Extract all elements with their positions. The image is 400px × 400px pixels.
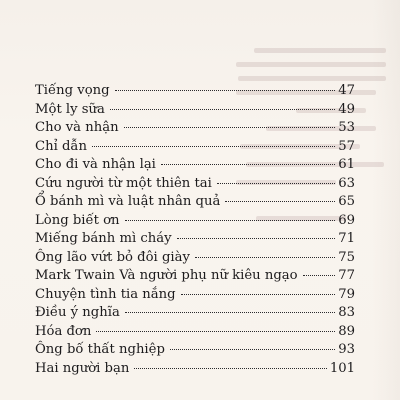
toc-entry-title: Ổ bánh mì và luật nhân quả [35, 194, 221, 209]
toc-entry [35, 156, 355, 175]
dot-leader [92, 146, 335, 147]
toc-entry [35, 101, 355, 120]
dot-leader [181, 294, 336, 295]
toc-entry-title: Hai người bạn [35, 360, 130, 376]
dot-leader [134, 368, 326, 369]
toc-entry [35, 193, 355, 212]
toc-entry-title: Mark Twain Và người phụ nữ kiêu ngạo [35, 268, 298, 283]
toc-entry-page-number: 61 [338, 157, 355, 172]
toc-entry-title: Tiếng vọng [35, 83, 110, 98]
dot-leader [124, 127, 336, 128]
toc-entry [35, 323, 355, 342]
toc-entry-page-number: 65 [338, 194, 355, 209]
toc-entry-page-number: 53 [338, 120, 355, 135]
toc-entry-title: Hóa đơn [35, 323, 92, 339]
toc-entry-page-number: 63 [338, 175, 355, 191]
toc-entry-page-number: 71 [338, 231, 355, 246]
toc-entry-page-number: 83 [338, 305, 355, 320]
toc-entry [35, 230, 355, 249]
toc-entry-page-number: 69 [338, 212, 355, 228]
toc-entry [35, 249, 355, 268]
toc-entry-page-number: 57 [338, 138, 355, 154]
toc-entry-page-number: 89 [338, 323, 355, 339]
dot-leader [217, 183, 335, 184]
dot-leader [110, 109, 335, 110]
toc-entry [35, 138, 355, 157]
toc-entry [35, 119, 355, 138]
toc-entry [35, 82, 355, 101]
toc-entry [35, 175, 355, 194]
toc-entry [35, 286, 355, 305]
toc-entry-title: Cho và nhận [35, 120, 119, 135]
dot-leader [125, 312, 335, 313]
toc-entry [35, 267, 355, 286]
toc-entry-title: Cho đi và nhận lại [35, 157, 156, 172]
toc-entry-title: Chuyện tình tia nắng [35, 286, 176, 302]
toc-entry-title: Ông bố thất nghiệp [35, 342, 165, 357]
table-of-contents [35, 82, 355, 378]
toc-entry-page-number: 79 [338, 286, 355, 302]
dot-leader [96, 331, 335, 332]
toc-entry-page-number: 101 [329, 360, 355, 376]
dot-leader [177, 238, 336, 239]
toc-entry [35, 304, 355, 323]
toc-entry [35, 212, 355, 231]
dot-leader [125, 220, 336, 221]
toc-entry [35, 341, 355, 360]
toc-entry-page-number: 75 [338, 249, 355, 265]
dot-leader [115, 90, 336, 91]
toc-entry [35, 360, 355, 379]
dot-leader [225, 201, 335, 202]
dot-leader [303, 275, 336, 276]
toc-entry-title: Điều ý nghĩa [35, 305, 120, 320]
dot-leader [161, 164, 335, 165]
toc-entry-page-number: 77 [338, 268, 355, 283]
toc-entry-title: Ông lão vứt bỏ đôi giày [35, 249, 190, 265]
toc-entry-title: Miếng bánh mì cháy [35, 231, 172, 246]
toc-entry-title: Chỉ dẫn [35, 138, 88, 154]
page-edge-shadow [372, 0, 400, 400]
toc-entry-title: Một ly sữa [35, 101, 105, 117]
toc-entry-page-number: 93 [338, 342, 355, 357]
dot-leader [170, 349, 335, 350]
dot-leader [195, 257, 335, 258]
toc-entry-title: Cứu người từ một thiên tai [35, 175, 212, 191]
toc-entry-page-number: 49 [338, 101, 355, 117]
toc-entry-page-number: 47 [338, 83, 355, 98]
toc-entry-title: Lòng biết ơn [35, 212, 120, 228]
